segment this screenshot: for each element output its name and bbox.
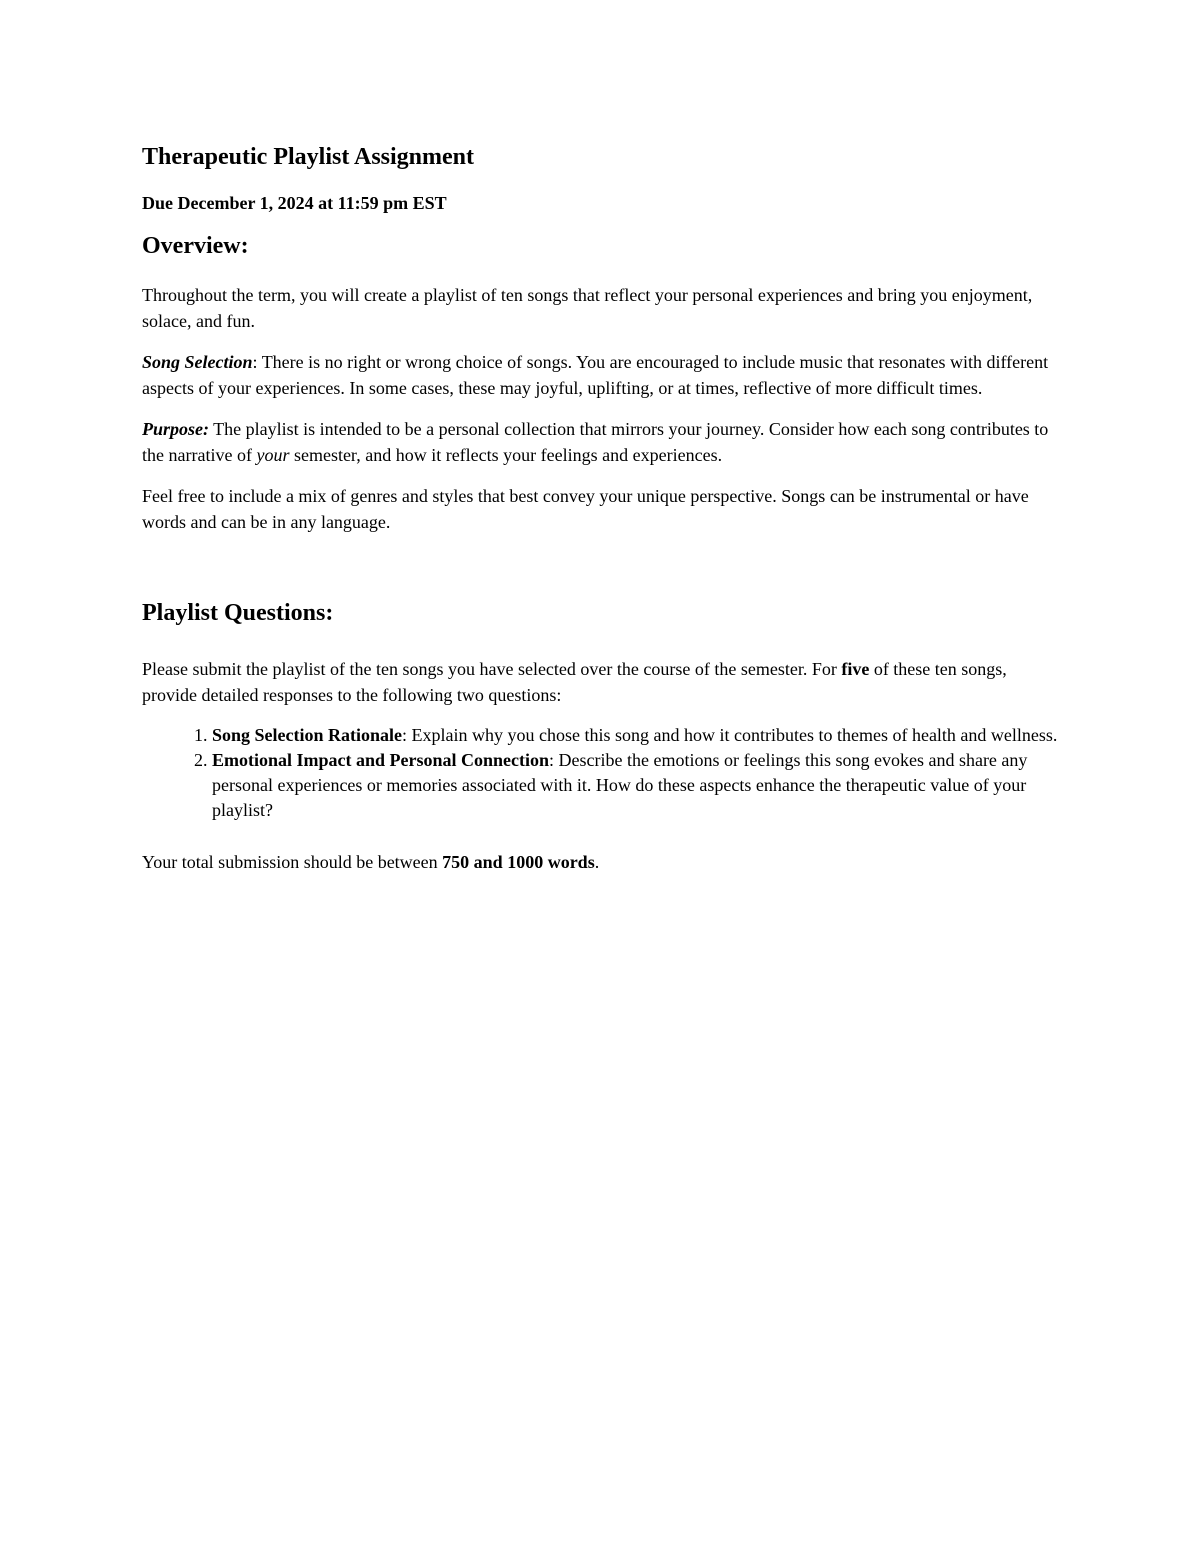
purpose-paragraph — [142, 416, 1062, 468]
question-text: : Explain why you chose this song and how it contributes to themes of health and wellness. — [402, 725, 1058, 745]
list-item — [212, 723, 1062, 748]
purpose-emphasis: your — [256, 445, 290, 465]
questions-intro-before: Please submit the playlist of the ten songs you have selected over the course of the semester. For — [142, 659, 842, 679]
due-date: Due December 1, 2024 at 11:59 pm EST — [142, 193, 447, 213]
question-label: Song Selection Rationale — [212, 725, 403, 745]
questions-list — [142, 723, 1062, 823]
purpose-label: Purpose: — [142, 419, 209, 439]
purpose-text-after: semester, and how it reflects your feelings and experiences. — [289, 445, 723, 465]
song-selection-label: Song Selection — [142, 352, 253, 372]
genres-paragraph: Feel free to include a mix of genres and styles that best convey your unique perspective. Songs can be instrumental or have words and can be in any language. — [142, 486, 1029, 532]
questions-intro — [142, 656, 1062, 708]
questions-intro-bold: five — [841, 659, 870, 679]
overview-heading: Overview: — [142, 233, 249, 259]
purpose-text-before: The playlist is intended to be a personal collection that mirrors your journey. Consider how each song contributes to the narrative of — [142, 419, 1049, 465]
list-item — [212, 748, 1062, 823]
document-content — [142, 140, 1062, 875]
question-label: Emotional Impact and Personal Connection — [212, 750, 550, 770]
questions-intro-after: of these ten songs, provide detailed responses to the following two questions: — [142, 659, 1007, 705]
playlist-questions-heading: Playlist Questions: — [142, 600, 334, 626]
document-title: Therapeutic Playlist Assignment — [142, 144, 475, 170]
total-after: . — [594, 852, 600, 872]
song-selection-paragraph — [142, 349, 1062, 401]
word-count-requirement — [142, 849, 1062, 875]
overview-intro: Throughout the term, you will create a playlist of ten songs that reflect your personal experiences and bring you enjoyment, solace, and fun. — [142, 285, 1033, 331]
total-bold: 750 and 1000 words — [442, 852, 595, 872]
question-text: : Describe the emotions or feelings this song evokes and share any personal experiences or memories associated with it. How do these aspects enhance the therapeutic value of your playlist? — [212, 750, 1028, 820]
song-selection-text: : There is no right or wrong choice of songs. You are encouraged to include music that resonates with different aspects of your experiences. In some cases, these may joyful, uplifting, or at times, reflective of more difficult times. — [142, 352, 1049, 398]
total-before: Your total submission should be between — [142, 852, 443, 872]
